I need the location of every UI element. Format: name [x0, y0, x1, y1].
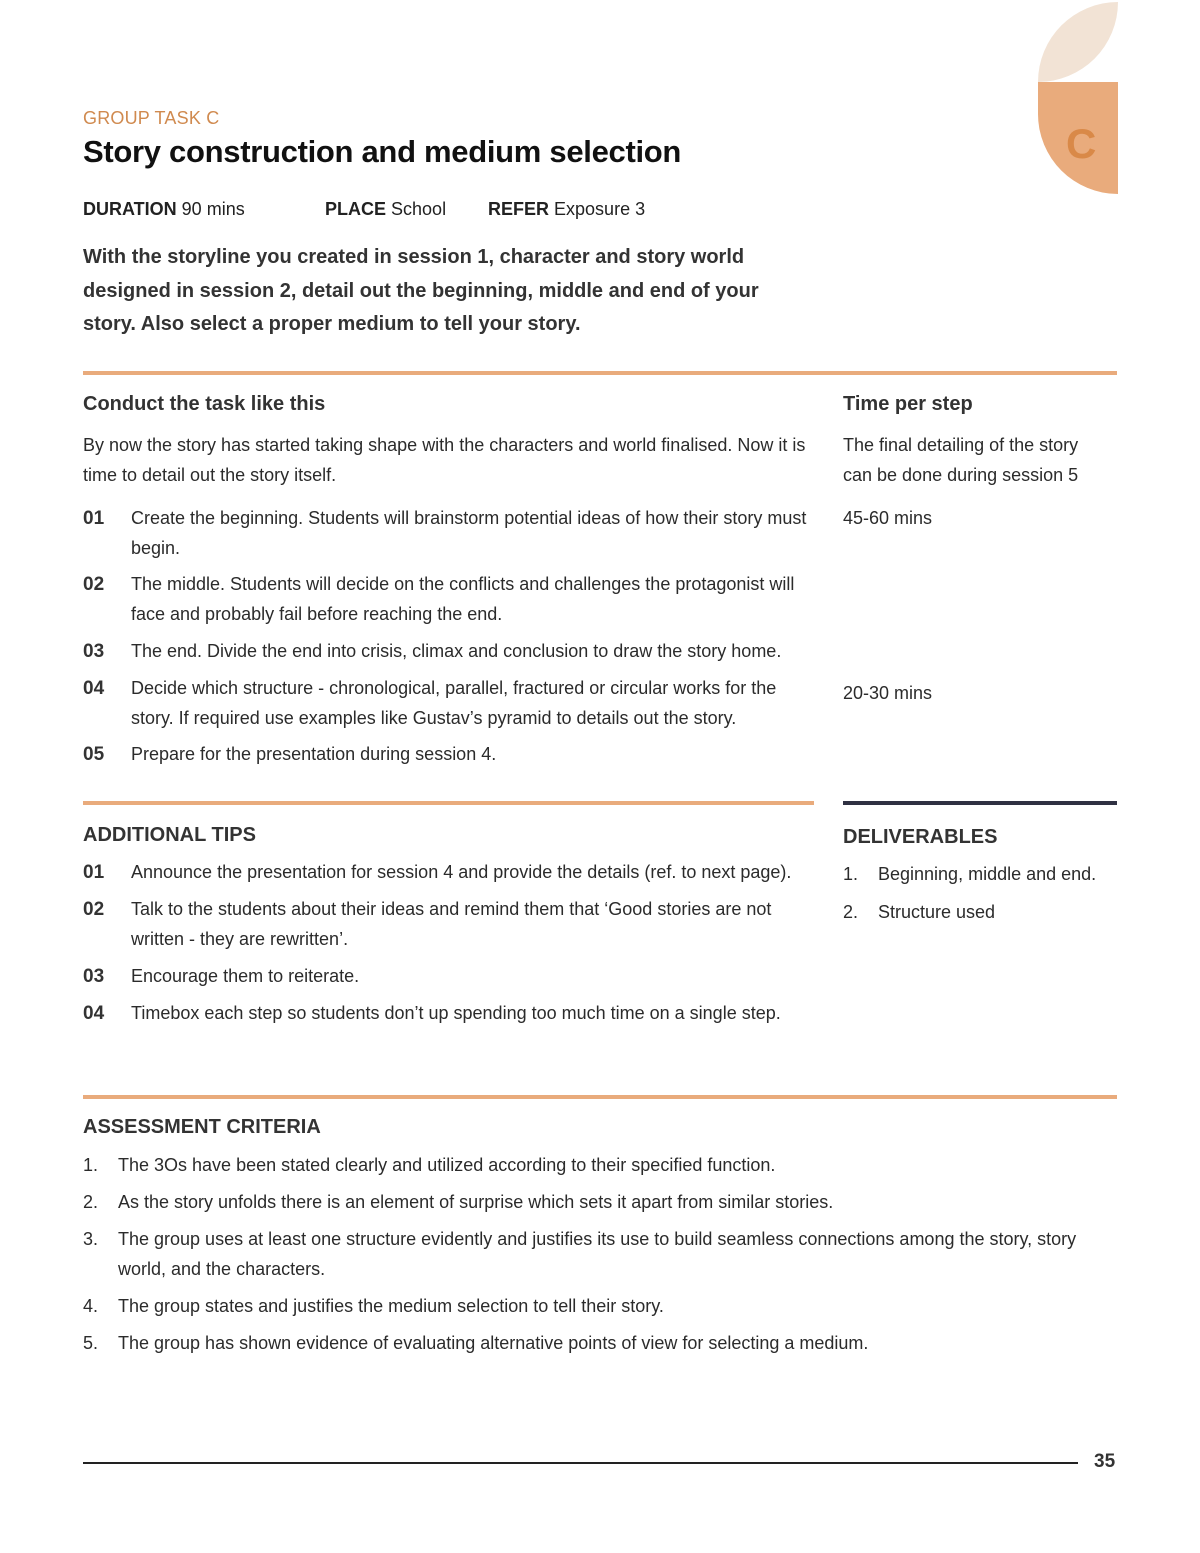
time-step-1: 45-60 mins — [843, 508, 933, 528]
list-item — [83, 962, 818, 992]
criterion-number: 2. — [83, 1192, 99, 1212]
refer-label: REFER — [488, 199, 550, 219]
step-text: The end. Divide the end into crisis, climax and conclusion to draw the story home. — [131, 641, 782, 661]
step-number: 05 — [83, 744, 105, 765]
tip-number: 03 — [83, 966, 105, 987]
refer-value: Exposure 3 — [554, 199, 646, 219]
list-item — [843, 898, 1117, 928]
tip-number: 02 — [83, 899, 105, 920]
criterion-text: The 3Os have been stated clearly and utilized according to their specified function. — [118, 1155, 776, 1175]
step-number: 01 — [83, 508, 105, 529]
criterion-text: The group has shown evidence of evaluating alternative points of view for selecting a medium. — [118, 1333, 869, 1353]
list-item — [843, 860, 1117, 890]
list-item — [83, 570, 818, 629]
deliverable-number: 1. — [843, 864, 859, 884]
criterion-number: 3. — [83, 1229, 99, 1249]
footer-rule — [83, 1462, 1078, 1464]
criterion-text: As the story unfolds there is an element of surprise which sets it apart from similar stories. — [118, 1192, 834, 1212]
list-item — [83, 740, 818, 770]
criterion-text: The group states and justifies the medium selection to tell their story. — [118, 1296, 664, 1316]
deliverable-text: Beginning, middle and end. — [878, 864, 1097, 884]
section-divider — [83, 371, 1117, 375]
tip-text: Timebox each step so students don’t up spending too much time on a single step. — [131, 1003, 781, 1023]
deliverables-heading: DELIVERABLES — [843, 826, 998, 848]
deliverables-divider — [843, 801, 1117, 805]
tip-text: Encourage them to reiterate. — [131, 966, 360, 986]
deliverable-number: 2. — [843, 902, 859, 922]
list-item — [83, 999, 818, 1029]
list-item — [83, 1151, 1113, 1181]
conduct-description: By now the story has started taking shape with the characters and world finalised. Now it is time to detail out the story itself. — [83, 435, 806, 485]
conduct-heading: Conduct the task like this — [83, 393, 326, 415]
meta-duration — [83, 199, 245, 220]
criterion-number: 4. — [83, 1296, 99, 1316]
list-item — [83, 504, 818, 563]
page-number: 35 — [1094, 1451, 1116, 1472]
tip-text: Talk to the students about their ideas and remind them that ‘Good stories are not written - they are rewritten’. — [131, 899, 772, 949]
meta-refer — [488, 199, 645, 220]
tip-text: Announce the presentation for session 4 and provide the details (ref. to next page). — [131, 862, 792, 882]
intro-paragraph: With the storyline you created in session 1, character and story world designed in session 2, detail out the beginning, middle and end of your story. Also select a proper medium to tell your story. — [83, 246, 759, 335]
tips-divider — [83, 801, 814, 805]
criterion-number: 5. — [83, 1333, 99, 1353]
tip-number: 01 — [83, 862, 105, 883]
criterion-number: 1. — [83, 1155, 99, 1175]
meta-place — [325, 199, 446, 220]
time-step-4: 20-30 mins — [843, 683, 933, 703]
assessment-divider — [83, 1095, 1117, 1099]
place-label: PLACE — [325, 199, 387, 219]
list-item — [83, 1188, 1113, 1218]
deliverable-text: Structure used — [878, 902, 996, 922]
assessment-heading: ASSESSMENT CRITERIA — [83, 1116, 321, 1138]
duration-value: 90 mins — [181, 199, 245, 219]
place-value: School — [391, 199, 447, 219]
list-item — [83, 674, 818, 733]
list-item — [83, 1225, 1113, 1284]
step-text: The middle. Students will decide on the conflicts and challenges the protagonist will face and probably fail before reaching the end. — [131, 574, 795, 624]
list-item — [83, 858, 818, 888]
criterion-text: The group uses at least one structure evidently and justifies its use to build seamless connections among the story, story world, and the characters. — [118, 1229, 1077, 1279]
list-item — [83, 1292, 1113, 1322]
time-heading: Time per step — [843, 393, 973, 415]
page-title: Story construction and medium selection — [83, 134, 682, 169]
step-number: 03 — [83, 641, 105, 662]
step-number: 02 — [83, 574, 105, 595]
step-text: Create the beginning. Students will brainstorm potential ideas of how their story must begin. — [131, 508, 807, 558]
section-tab-letter: C — [1066, 120, 1097, 167]
duration-label: DURATION — [83, 199, 177, 219]
corner-leaf-decoration — [1038, 2, 1118, 82]
task-eyebrow: GROUP TASK C — [83, 108, 220, 128]
step-number: 04 — [83, 678, 105, 699]
step-text: Prepare for the presentation during session 4. — [131, 744, 497, 764]
list-item — [83, 1329, 1113, 1359]
list-item — [83, 637, 818, 667]
tips-heading: ADDITIONAL TIPS — [83, 824, 256, 846]
list-item — [83, 895, 818, 954]
time-description: The final detailing of the story can be done during session 5 — [843, 435, 1079, 485]
step-text: Decide which structure - chronological, parallel, fractured or circular works for the story. If required use examples like Gustav’s pyramid to details out the story. — [131, 678, 777, 728]
tip-number: 04 — [83, 1003, 105, 1024]
